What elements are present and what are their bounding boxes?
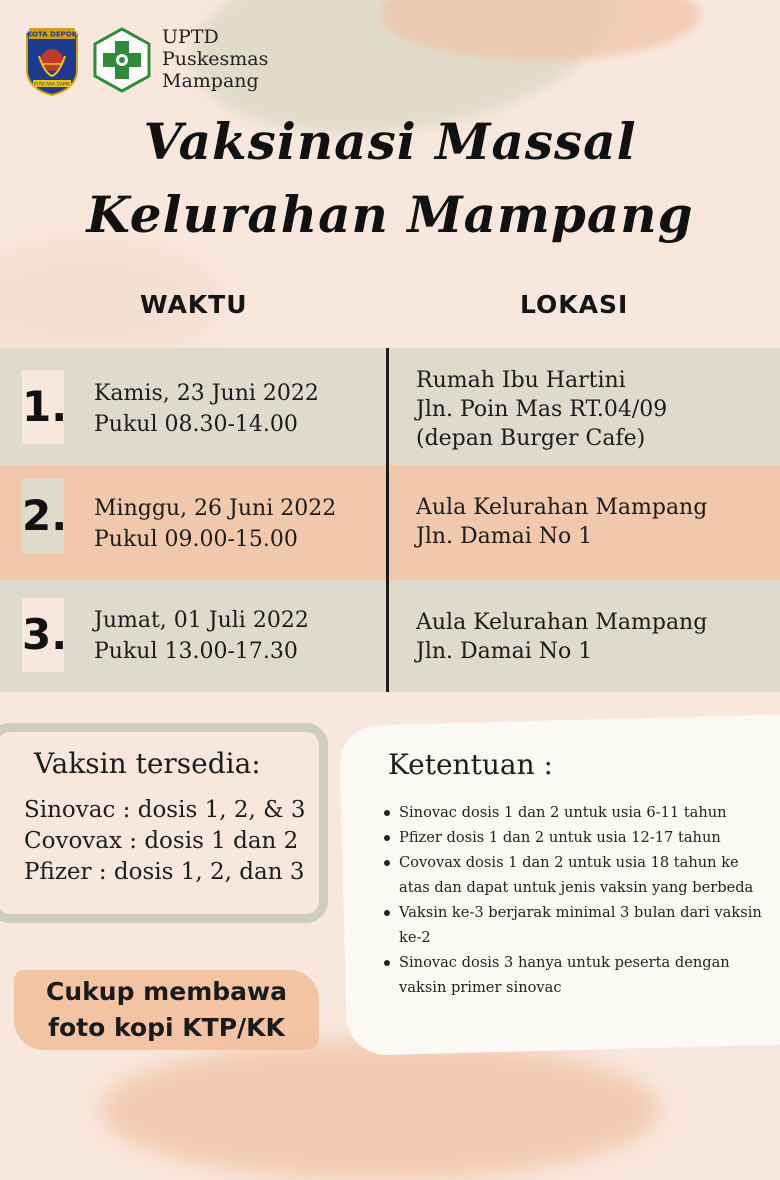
schedule-location [416, 366, 667, 453]
schedule-location [416, 493, 707, 551]
schedule-hours: Pukul 08.30-14.00 [94, 412, 298, 437]
schedule-time [94, 378, 319, 440]
location-line: Aula Kelurahan Mampang [416, 610, 708, 635]
location-line: Rumah Ibu Hartini [416, 368, 626, 393]
column-divider [386, 348, 389, 692]
schedule-location [416, 608, 707, 666]
schedule-date: Jumat, 01 Juli 2022 [94, 608, 309, 633]
location-line: (depan Burger Cafe) [416, 426, 646, 451]
schedule-row-1 [0, 348, 780, 465]
organization-name [162, 26, 268, 92]
org-line-uptd: UPTD [162, 26, 219, 48]
note-line1: Cukup membawa [46, 977, 287, 1006]
org-line-puskesmas: Puskesmas [162, 48, 269, 70]
location-line: Jln. Damai No 1 [416, 639, 593, 664]
org-line-mampang: Mampang [162, 70, 259, 92]
decor-blob-bottom [100, 1040, 660, 1180]
column-header-lokasi: LOKASI [520, 290, 629, 319]
schedule-number: 3. [22, 598, 64, 672]
schedule-date: Minggu, 26 Juni 2022 [94, 496, 337, 521]
vaksin-title: Vaksin tersedia: [34, 747, 261, 780]
vaksin-list [24, 795, 306, 888]
page-title-line2: Kelurahan Mampang [86, 185, 694, 244]
ketentuan-item: Vaksin ke-3 berjarak minimal 3 bulan dari vaksin ke-2 [382, 900, 767, 950]
ketentuan-item: Sinovac dosis 1 dan 2 untuk usia 6-11 tahun [382, 800, 767, 825]
ketentuan-item: Sinovac dosis 3 hanya untuk peserta dengan vaksin primer sinovac [382, 950, 767, 1000]
vaksin-item: Pfizer : dosis 1, 2, dan 3 [24, 859, 305, 885]
vaksin-item: Covovax : dosis 1 dan 2 [24, 828, 299, 854]
ketentuan-title: Ketentuan : [388, 748, 553, 781]
schedule-hours: Pukul 13.00-17.30 [94, 639, 298, 664]
schedule-row-3 [0, 580, 780, 692]
column-header-waktu: WAKTU [140, 290, 248, 319]
kota-depok-emblem-icon [25, 26, 79, 96]
puskesmas-cross-emblem-icon [92, 27, 152, 93]
location-line: Aula Kelurahan Mampang [416, 495, 708, 520]
schedule-time [94, 493, 336, 555]
ketentuan-item: Pfizer dosis 1 dan 2 untuk usia 12-17 tahun [382, 825, 767, 850]
note-line2: foto kopi KTP/KK [48, 1013, 285, 1042]
schedule-time [94, 605, 309, 667]
ketentuan-item: Covovax dosis 1 dan 2 untuk usia 18 tahun ke atas dan dapat untuk jenis vaksin yang berbeda [382, 850, 767, 900]
schedule-row-2 [0, 465, 780, 580]
schedule-number: 2. [22, 479, 64, 553]
vaksin-item: Sinovac : dosis 1, 2, & 3 [24, 797, 306, 823]
svg-text:PUSCARA DAMA: PUSCARA DAMA [34, 82, 70, 88]
page-title-line1: Vaksinasi Massal [143, 112, 637, 171]
schedule-hours: Pukul 09.00-15.00 [94, 527, 298, 552]
schedule-number: 1. [22, 370, 64, 444]
ketentuan-list [382, 800, 767, 1000]
svg-text:KOTA DEPOK: KOTA DEPOK [26, 30, 78, 39]
location-line: Jln. Poin Mas RT.04/09 [416, 397, 668, 422]
location-line: Jln. Damai No 1 [416, 524, 593, 549]
schedule-date: Kamis, 23 Juni 2022 [94, 381, 319, 406]
requirement-note [14, 974, 319, 1046]
